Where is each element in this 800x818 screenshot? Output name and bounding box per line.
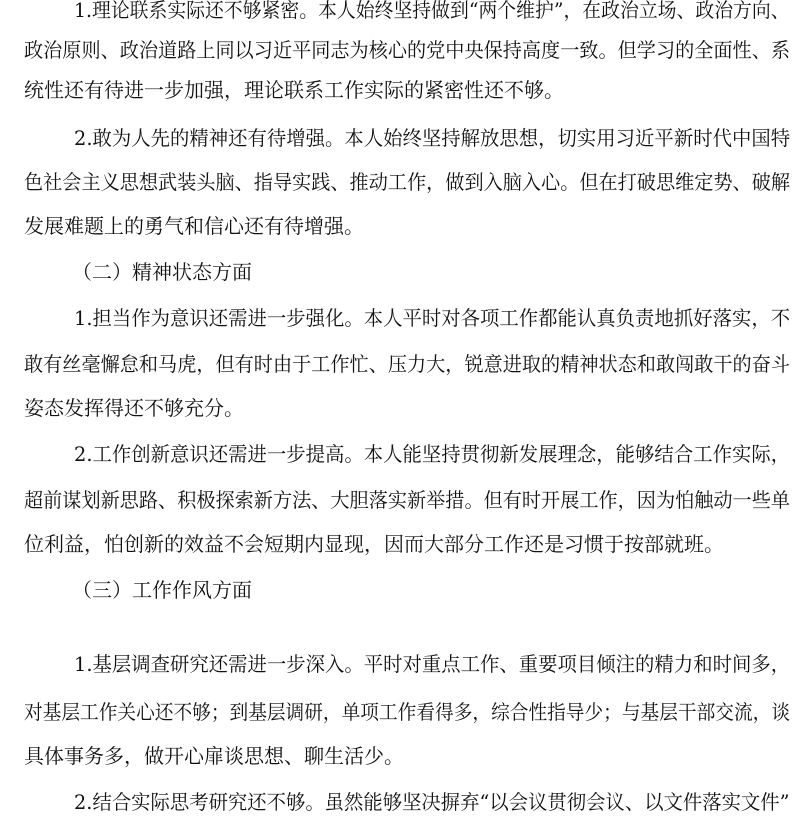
paragraph-line: [0, 696, 800, 728]
line-text: 位利益，怕创新的效益不会短期内显现，因而大部分工作还是习惯于按部就班。: [24, 532, 724, 556]
line-text: 姿态发挥得还不够充分。: [24, 396, 244, 420]
paragraph-line: [0, 0, 800, 26]
line-text: 发展难题上的勇气和信心还有待增强。: [24, 214, 364, 238]
paragraph-line: [0, 34, 800, 66]
section-heading-text: （三）工作作风方面: [72, 578, 252, 602]
paragraph-line: [0, 438, 800, 470]
paragraph-line: [0, 122, 800, 154]
line-text: 敢有丝毫懈怠和马虎，但有时由于工作忙、压力大，锐意进取的精神状态和敢闯敢干的奋斗: [24, 352, 790, 376]
section-heading-text: （二）精神状态方面: [72, 260, 252, 284]
paragraph-line: [0, 484, 800, 516]
paragraph-line: [0, 392, 800, 424]
line-text: 1.理论联系实际还不够紧密。本人始终坚持做到“两个维护”，在政治立场、政治方向、: [74, 0, 790, 22]
section-heading: [0, 574, 800, 606]
line-text: 1.担当作为意识还需进一步强化。本人平时对各项工作都能认真负责地抓好落实，不: [74, 306, 791, 330]
line-text: 2.工作创新意识还需进一步提高。本人能坚持贯彻新发展理念，能够结合工作实际，: [74, 442, 791, 466]
paragraph-line: [0, 166, 800, 198]
paragraph-line: [0, 74, 800, 106]
paragraph-line: [0, 302, 800, 334]
paragraph-line: [0, 210, 800, 242]
line-text: 统性还有待进一步加强，理论联系工作实际的紧密性还不够。: [24, 78, 564, 102]
line-text: 政治原则、政治道路上同以习近平同志为核心的党中央保持高度一致。但学习的全面性、系: [24, 38, 790, 62]
line-text: 1.基层调查研究还需进一步深入。平时对重点工作、重要项目倾注的精力和时间多，: [74, 652, 791, 676]
section-heading: [0, 256, 800, 288]
line-text: 色社会主义思想武装头脑、指导实践、推动工作，做到入脑入心。但在打破思维定势、破解: [24, 170, 790, 194]
line-text: 2.敢为人先的精神还有待增强。本人始终坚持解放思想，切实用习近平新时代中国特: [74, 126, 791, 150]
line-text: 对基层工作关心还不够；到基层调研，单项工作看得多，综合性指导少；与基层干部交流，谈: [24, 700, 790, 724]
paragraph-line: [0, 740, 800, 772]
line-text: 2.结合实际思考研究还不够。虽然能够坚决摒弃“以会议贯彻会议、以文件落实文件”: [74, 790, 790, 814]
paragraph-line: [0, 348, 800, 380]
paragraph-line: [0, 648, 800, 680]
paragraph-line: [0, 786, 800, 818]
paragraph-line: [0, 528, 800, 560]
line-text: 超前谋划新思路、积极探索新方法、大胆落实新举措。但有时开展工作，因为怕触动一些单: [24, 488, 790, 512]
line-text: 具体事务多，做开心扉谈思想、聊生活少。: [24, 744, 404, 768]
